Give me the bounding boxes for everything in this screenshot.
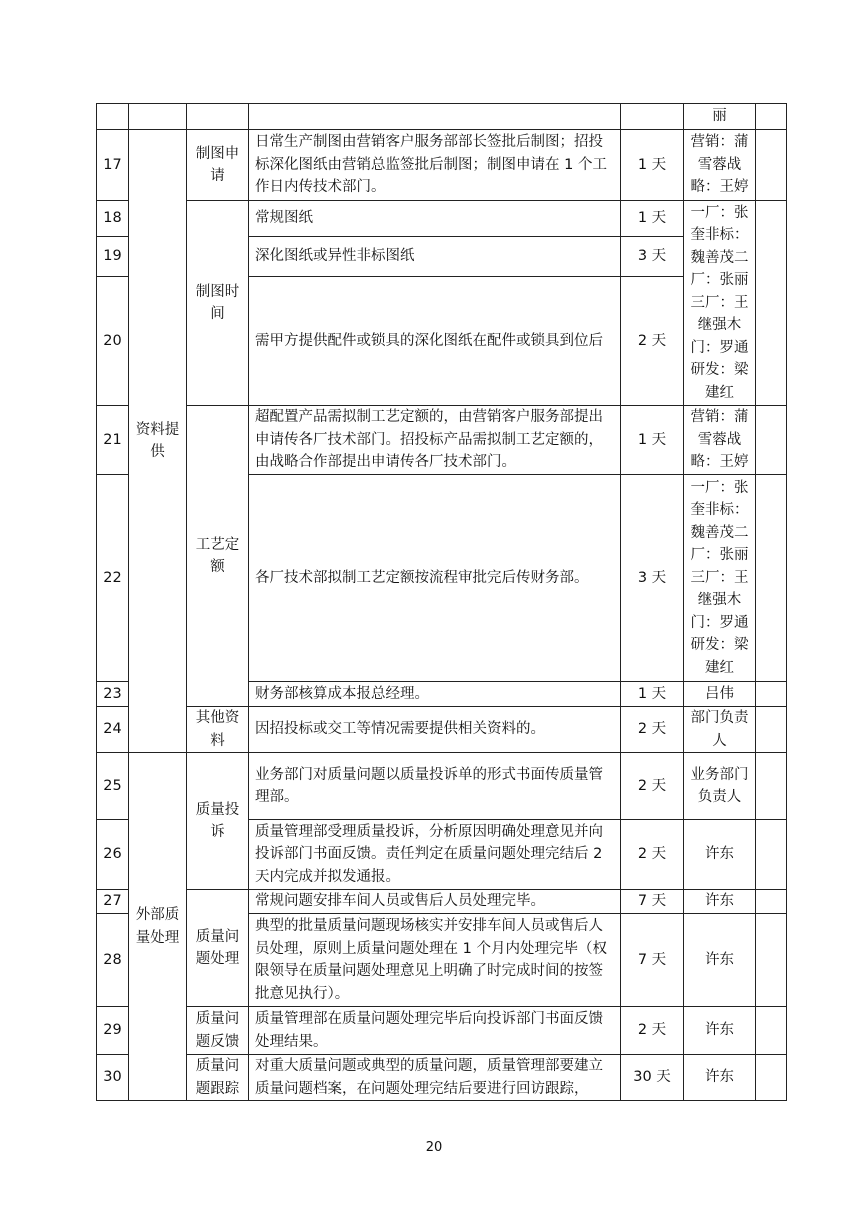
remark-cell <box>756 914 787 1007</box>
description-cell: 超配置产品需拟制工艺定额的，由营销客户服务部提出申请传各厂技术部门。招投标产品需拟制工艺定额的，由战略合作部提出申请传各厂技术部门。 <box>249 406 621 475</box>
number-cell: 30 <box>97 1055 129 1101</box>
time-cell: 2 天 <box>621 1007 684 1055</box>
table-row <box>97 753 787 820</box>
item-cell: 制图时间 <box>187 201 249 406</box>
description-cell: 常规图纸 <box>249 201 621 237</box>
description-cell: 各厂技术部拟制工艺定额按流程审批完后传财务部。 <box>249 475 621 682</box>
person-cell: 一厂：张奎非标：魏善茂二厂：张丽三厂：王继强木门：罗通研发：梁建红 <box>684 475 756 682</box>
description-cell: 质量管理部在质量问题处理完毕后向投诉部门书面反馈处理结果。 <box>249 1007 621 1055</box>
number-cell: 20 <box>97 277 129 406</box>
number-cell: 28 <box>97 914 129 1007</box>
remark-cell <box>756 475 787 682</box>
number-cell: 24 <box>97 707 129 753</box>
time-cell: 1 天 <box>621 682 684 707</box>
category-cell: 外部质量处理 <box>129 753 187 1101</box>
remark-cell <box>756 707 787 753</box>
time-cell: 1 天 <box>621 130 684 201</box>
number-cell <box>97 104 129 130</box>
number-cell: 23 <box>97 682 129 707</box>
table-row <box>97 890 787 914</box>
table-row <box>97 201 787 237</box>
time-cell: 2 天 <box>621 277 684 406</box>
person-cell: 许东 <box>684 1007 756 1055</box>
description-cell: 日常生产制图由营销客户服务部部长签批后制图；招投标深化图纸由营销总监签批后制图；制图申请在 1 个工作日内传技术部门。 <box>249 130 621 201</box>
time-cell: 3 天 <box>621 475 684 682</box>
table-row <box>97 130 787 201</box>
time-cell: 3 天 <box>621 237 684 277</box>
description-cell: 因招投标或交工等情况需要提供相关资料的。 <box>249 707 621 753</box>
description-cell: 深化图纸或异性非标图纸 <box>249 237 621 277</box>
number-cell: 27 <box>97 890 129 914</box>
person-cell: 许东 <box>684 1055 756 1101</box>
number-cell: 17 <box>97 130 129 201</box>
item-cell: 制图申请 <box>187 130 249 201</box>
remark-cell <box>756 890 787 914</box>
description-cell: 需甲方提供配件或锁具的深化图纸在配件或锁具到位后 <box>249 277 621 406</box>
number-cell: 25 <box>97 753 129 820</box>
number-cell: 22 <box>97 475 129 682</box>
number-cell: 29 <box>97 1007 129 1055</box>
person-cell: 营销：蒲雪蓉战略：王婷 <box>684 406 756 475</box>
time-cell: 1 天 <box>621 406 684 475</box>
time-cell: 7 天 <box>621 890 684 914</box>
description-cell: 常规问题安排车间人员或售后人员处理完毕。 <box>249 890 621 914</box>
time-cell: 2 天 <box>621 707 684 753</box>
remark-cell <box>756 682 787 707</box>
table-row <box>97 406 787 475</box>
item-cell: 质量问题处理 <box>187 890 249 1007</box>
description-cell: 财务部核算成本报总经理。 <box>249 682 621 707</box>
number-cell: 21 <box>97 406 129 475</box>
description-cell: 对重大质量问题或典型的质量问题，质量管理部要建立质量问题档案，在问题处理完结后要进行回访跟踪， <box>249 1055 621 1101</box>
item-cell: 工艺定额 <box>187 406 249 707</box>
remark-cell <box>756 1055 787 1101</box>
remark-cell <box>756 753 787 820</box>
description-cell: 业务部门对质量问题以质量投诉单的形式书面传质量管理部。 <box>249 753 621 820</box>
person-cell: 许东 <box>684 914 756 1007</box>
remark-cell <box>756 820 787 890</box>
person-cell: 吕伟 <box>684 682 756 707</box>
page-number: 20 <box>425 1140 443 1155</box>
category-cell <box>129 104 187 130</box>
item-cell: 质量问题反馈 <box>187 1007 249 1055</box>
remark-cell <box>756 406 787 475</box>
description-cell: 质量管理部受理质量投诉，分析原因明确处理意见并向投诉部门书面反馈。责任判定在质量问题处理完结后 2 天内完成并拟发通报。 <box>249 820 621 890</box>
time-cell: 30 天 <box>621 1055 684 1101</box>
description-cell: 典型的批量质量问题现场核实并安排车间人员或售后人员处理，原则上质量问题处理在 1 个月内处理完毕（权限领导在质量问题处理意见上明确了时完成时间的按签批意见执行）。 <box>249 914 621 1007</box>
remark-cell <box>756 104 787 130</box>
time-cell: 2 天 <box>621 820 684 890</box>
person-cell: 丽 <box>684 104 756 130</box>
remark-cell <box>756 1007 787 1055</box>
item-cell: 质量投诉 <box>187 753 249 890</box>
person-cell: 部门负责人 <box>684 707 756 753</box>
table-row <box>97 104 787 130</box>
procedure-table <box>96 103 787 1101</box>
person-cell: 营销：蒲雪蓉战略：王婷 <box>684 130 756 201</box>
time-cell: 2 天 <box>621 753 684 820</box>
time-cell: 1 天 <box>621 201 684 237</box>
table-row <box>97 707 787 753</box>
number-cell: 18 <box>97 201 129 237</box>
person-cell: 许东 <box>684 820 756 890</box>
time-cell: 7 天 <box>621 914 684 1007</box>
description-cell <box>249 104 621 130</box>
item-cell <box>187 104 249 130</box>
person-cell: 业务部门负责人 <box>684 753 756 820</box>
number-cell: 19 <box>97 237 129 277</box>
number-cell: 26 <box>97 820 129 890</box>
category-cell: 资料提供 <box>129 130 187 753</box>
remark-cell <box>756 201 787 406</box>
table-row <box>97 1055 787 1101</box>
item-cell: 质量问题跟踪 <box>187 1055 249 1101</box>
table-row <box>97 1007 787 1055</box>
remark-cell <box>756 130 787 201</box>
person-cell: 一厂：张奎非标：魏善茂二厂：张丽三厂：王继强木门：罗通研发：梁建红 <box>684 201 756 406</box>
person-cell: 许东 <box>684 890 756 914</box>
item-cell: 其他资料 <box>187 707 249 753</box>
time-cell <box>621 104 684 130</box>
